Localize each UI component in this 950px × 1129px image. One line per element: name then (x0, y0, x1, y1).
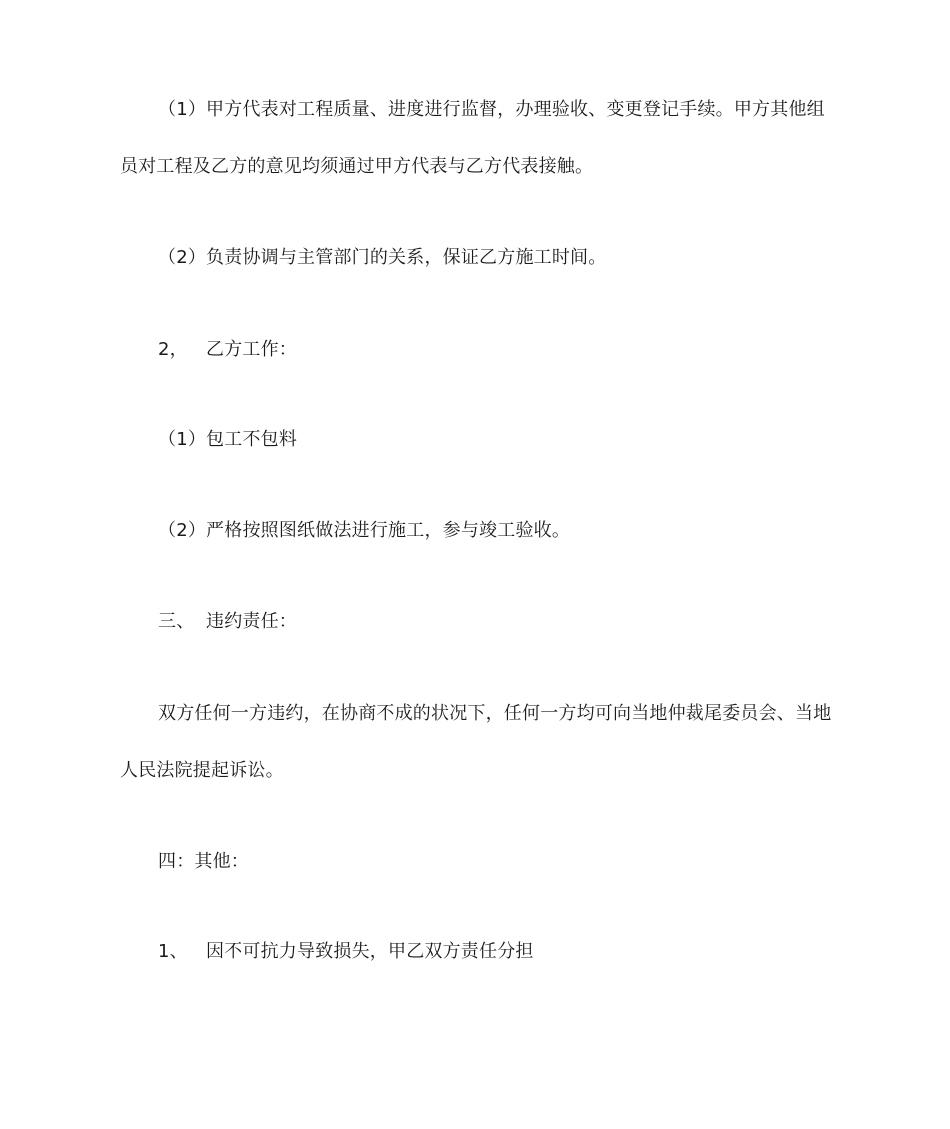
paragraph-party-a-rep-line2: 员对工程及乙方的意见均须通过甲方代表与乙方代表接触。 (120, 156, 594, 177)
section-other-heading: 四：其他： (158, 851, 249, 872)
paragraph-labor-only: （1）包工不包料 (158, 429, 298, 450)
paragraph-breach-line1: 双方任何一方违约，在协商不成的状况下，任何一方均可向当地仲裁尾委员会、当地 (158, 703, 832, 724)
item-force-majeure (158, 940, 534, 964)
paragraph-breach-line2: 人民法院提起诉讼。 (120, 760, 284, 781)
section-title: 违约责任： (206, 611, 297, 632)
section-number: 三、 (158, 611, 195, 632)
item-number: 1、 (158, 941, 188, 962)
section-breach-heading (158, 610, 297, 634)
paragraph-party-a-rep-line1: （1）甲方代表对工程质量、进度进行监督，办理验收、变更登记手续。甲方其他组 (158, 99, 825, 120)
section-number: 2， (158, 339, 188, 360)
paragraph-construction-per-drawings: （2）严格按照图纸做法进行施工，参与竣工验收。 (158, 520, 571, 541)
section-party-b-heading (158, 338, 297, 362)
paragraph-coordination: （2）负责协调与主管部门的关系，保证乙方施工时间。 (158, 247, 607, 268)
section-title: 乙方工作： (206, 339, 297, 360)
item-text: 因不可抗力导致损失，甲乙双方责任分担 (206, 941, 534, 962)
